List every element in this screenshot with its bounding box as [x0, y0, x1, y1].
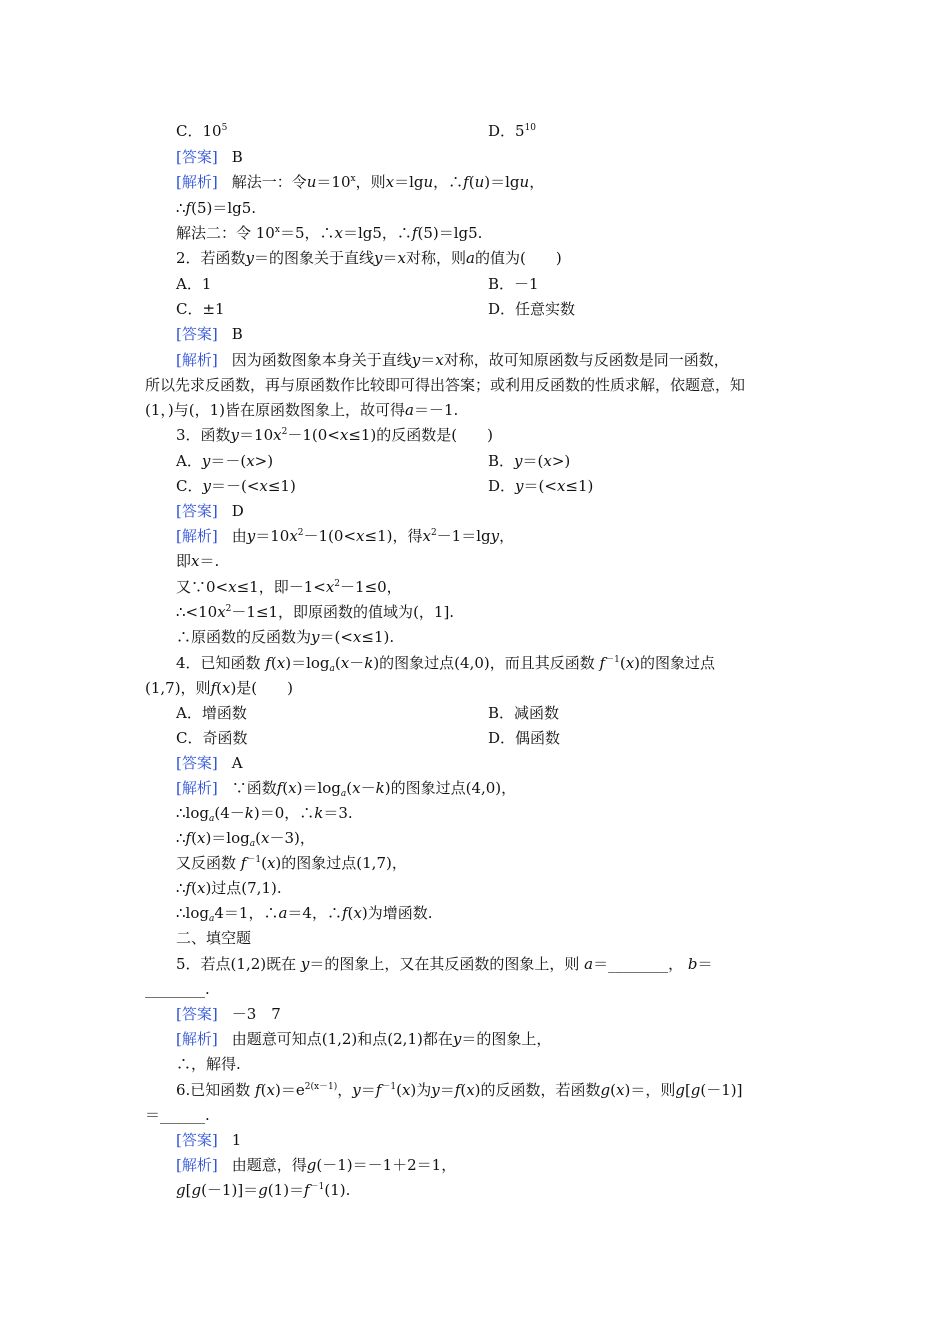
- q2-options-ab: [176, 274, 539, 294]
- option-c: C．y＝－(<x≤1): [176, 477, 296, 495]
- q6-stem-line2: ＝______.: [145, 1106, 210, 1124]
- q2-analysis-line2: 所以先求反函数，再与原函数作比较即可得出答案；或利用反函数的性质求解，依题意，知: [145, 376, 746, 394]
- q6-analysis-line1: [解析] 由题意，得g(－1)＝－1＋2＝1，: [176, 1156, 457, 1174]
- q5-stem-line2: ________.: [145, 980, 210, 998]
- option-b: B．y＝(x>): [488, 452, 571, 470]
- option-b: B．减函数: [488, 704, 560, 722]
- q3-analysis-line4: $\therefore<10x^2-1\le 1$，即原函数的值域为(，1].: [176, 603, 455, 621]
- q3-analysis-line1: [解析] 由$y=10x^2-1(0<x\le 1)$，得$x^2-1=\lg y$，: [176, 527, 515, 545]
- q5-analysis-line2: ∴，解得.: [176, 1055, 241, 1073]
- q6-answer: [答案] 1: [176, 1131, 242, 1149]
- q2-analysis-line1: [解析] 因为函数图象本身关于直线y＝x对称，故可知原函数与反函数是同一函数，: [176, 351, 729, 369]
- q1-answer: [答案] B: [176, 148, 243, 166]
- q4-options-ab: [176, 703, 560, 723]
- q4-analysis-line1: [解析] ∵函数$f(x)=\log_a(x-k)$的图象过点(4,0)，: [176, 779, 517, 799]
- q1-options-cd: C．$10^5$ D．$5^{10}$: [176, 122, 537, 140]
- q4-stem-line1: 4．已知函数 $f(x)=\log_a(x-k)$的图象过点(4,0)，而且其反函数 $f^{-1}(x)$的图象过点: [176, 654, 716, 674]
- q4-answer: [答案] A: [176, 754, 243, 772]
- option-a: A．1: [176, 275, 212, 293]
- option-b: B．－1: [488, 275, 539, 293]
- q3-analysis-line5: ∴原函数的反函数为y＝(<x≤1).: [176, 628, 395, 646]
- q5-answer: [答案] －3 7: [176, 1005, 281, 1023]
- q4-options-cd: [176, 728, 561, 748]
- section-title: 二、填空题: [176, 929, 252, 947]
- q1-analysis-line1: [解析] 解法一：令$u=10^x$，则x＝lgu，∴f(u)＝lgu，: [176, 173, 545, 191]
- q4-stem-line2: (1,7)，则f(x)是( ): [145, 679, 294, 697]
- q4-analysis-line4: 又反函数 $f^{-1}(x)$的图象过点(1,7)，: [176, 854, 407, 872]
- q5-stem-line1: 5．若点(1,2)既在 y＝的图象上，又在其反函数的图象上，则 a＝________， b＝: [176, 955, 713, 973]
- option-a: A．增函数: [176, 704, 247, 722]
- q3-stem: 3．函数$y=10x^2-1(0<x\le 1)$的反函数是( ): [176, 426, 493, 444]
- q6-analysis-line2: $g[g(-1)]=g(1)=f^{-1}(1)$.: [176, 1181, 351, 1199]
- q4-analysis-line6: $\therefore\log_a4=1$，∴a＝4，∴f(x)为增函数.: [176, 904, 433, 924]
- option-c: C．奇函数: [176, 729, 248, 747]
- q3-answer: [答案] D: [176, 502, 244, 520]
- q3-analysis-line2: 即x＝.: [176, 552, 220, 570]
- q4-analysis-line3: $\therefore f(x)=\log_a(x-3)$，: [176, 829, 315, 849]
- q6-stem-line1: 6.已知函数 $f(x)=e^{2(x-1)}$，$y=f^{-1}(x)$为y＝f(x)的反函数，若函数g(x)＝，则g[g(－1)]: [176, 1081, 743, 1099]
- q3-options-cd: [176, 476, 594, 496]
- q2-options-cd: [176, 299, 576, 319]
- option-a: A．y＝－(x>): [176, 452, 274, 470]
- q2-answer: [答案] B: [176, 325, 243, 343]
- q3-options-ab: [176, 451, 571, 471]
- option-d: D．5: [488, 122, 525, 140]
- option-d: D．偶函数: [488, 729, 561, 747]
- option-d: D．y＝(<x≤1): [488, 477, 594, 495]
- option-c: C．±1: [176, 300, 225, 318]
- q4-analysis-line5: ∴f(x)过点(7,1).: [176, 879, 282, 897]
- option-d: D．任意实数: [488, 300, 576, 318]
- q4-analysis-line2: $\therefore\log_a(4-k)=0$，∴k＝3.: [176, 804, 353, 824]
- q2-analysis-line3: (1，)与(，1)皆在原函数图象上，故可得a＝－1.: [145, 401, 459, 419]
- q1-analysis-line3: 解法二：令 $10^x=5$，∴x＝lg5，∴f(5)＝lg5.: [176, 224, 483, 242]
- q1-analysis-line2: ∴f(5)＝lg5.: [176, 199, 257, 217]
- q5-analysis-line1: [解析] 由题意可知点(1,2)和点(2,1)都在y＝的图象上，: [176, 1030, 552, 1048]
- q2-stem: 2．若函数y＝的图象关于直线y＝x对称，则a的值为( ): [176, 249, 562, 267]
- option-c: C．10: [176, 122, 222, 140]
- q3-analysis-line3: 又∵0<x≤1，即$-1<x^2-1\le 0$，: [176, 578, 402, 596]
